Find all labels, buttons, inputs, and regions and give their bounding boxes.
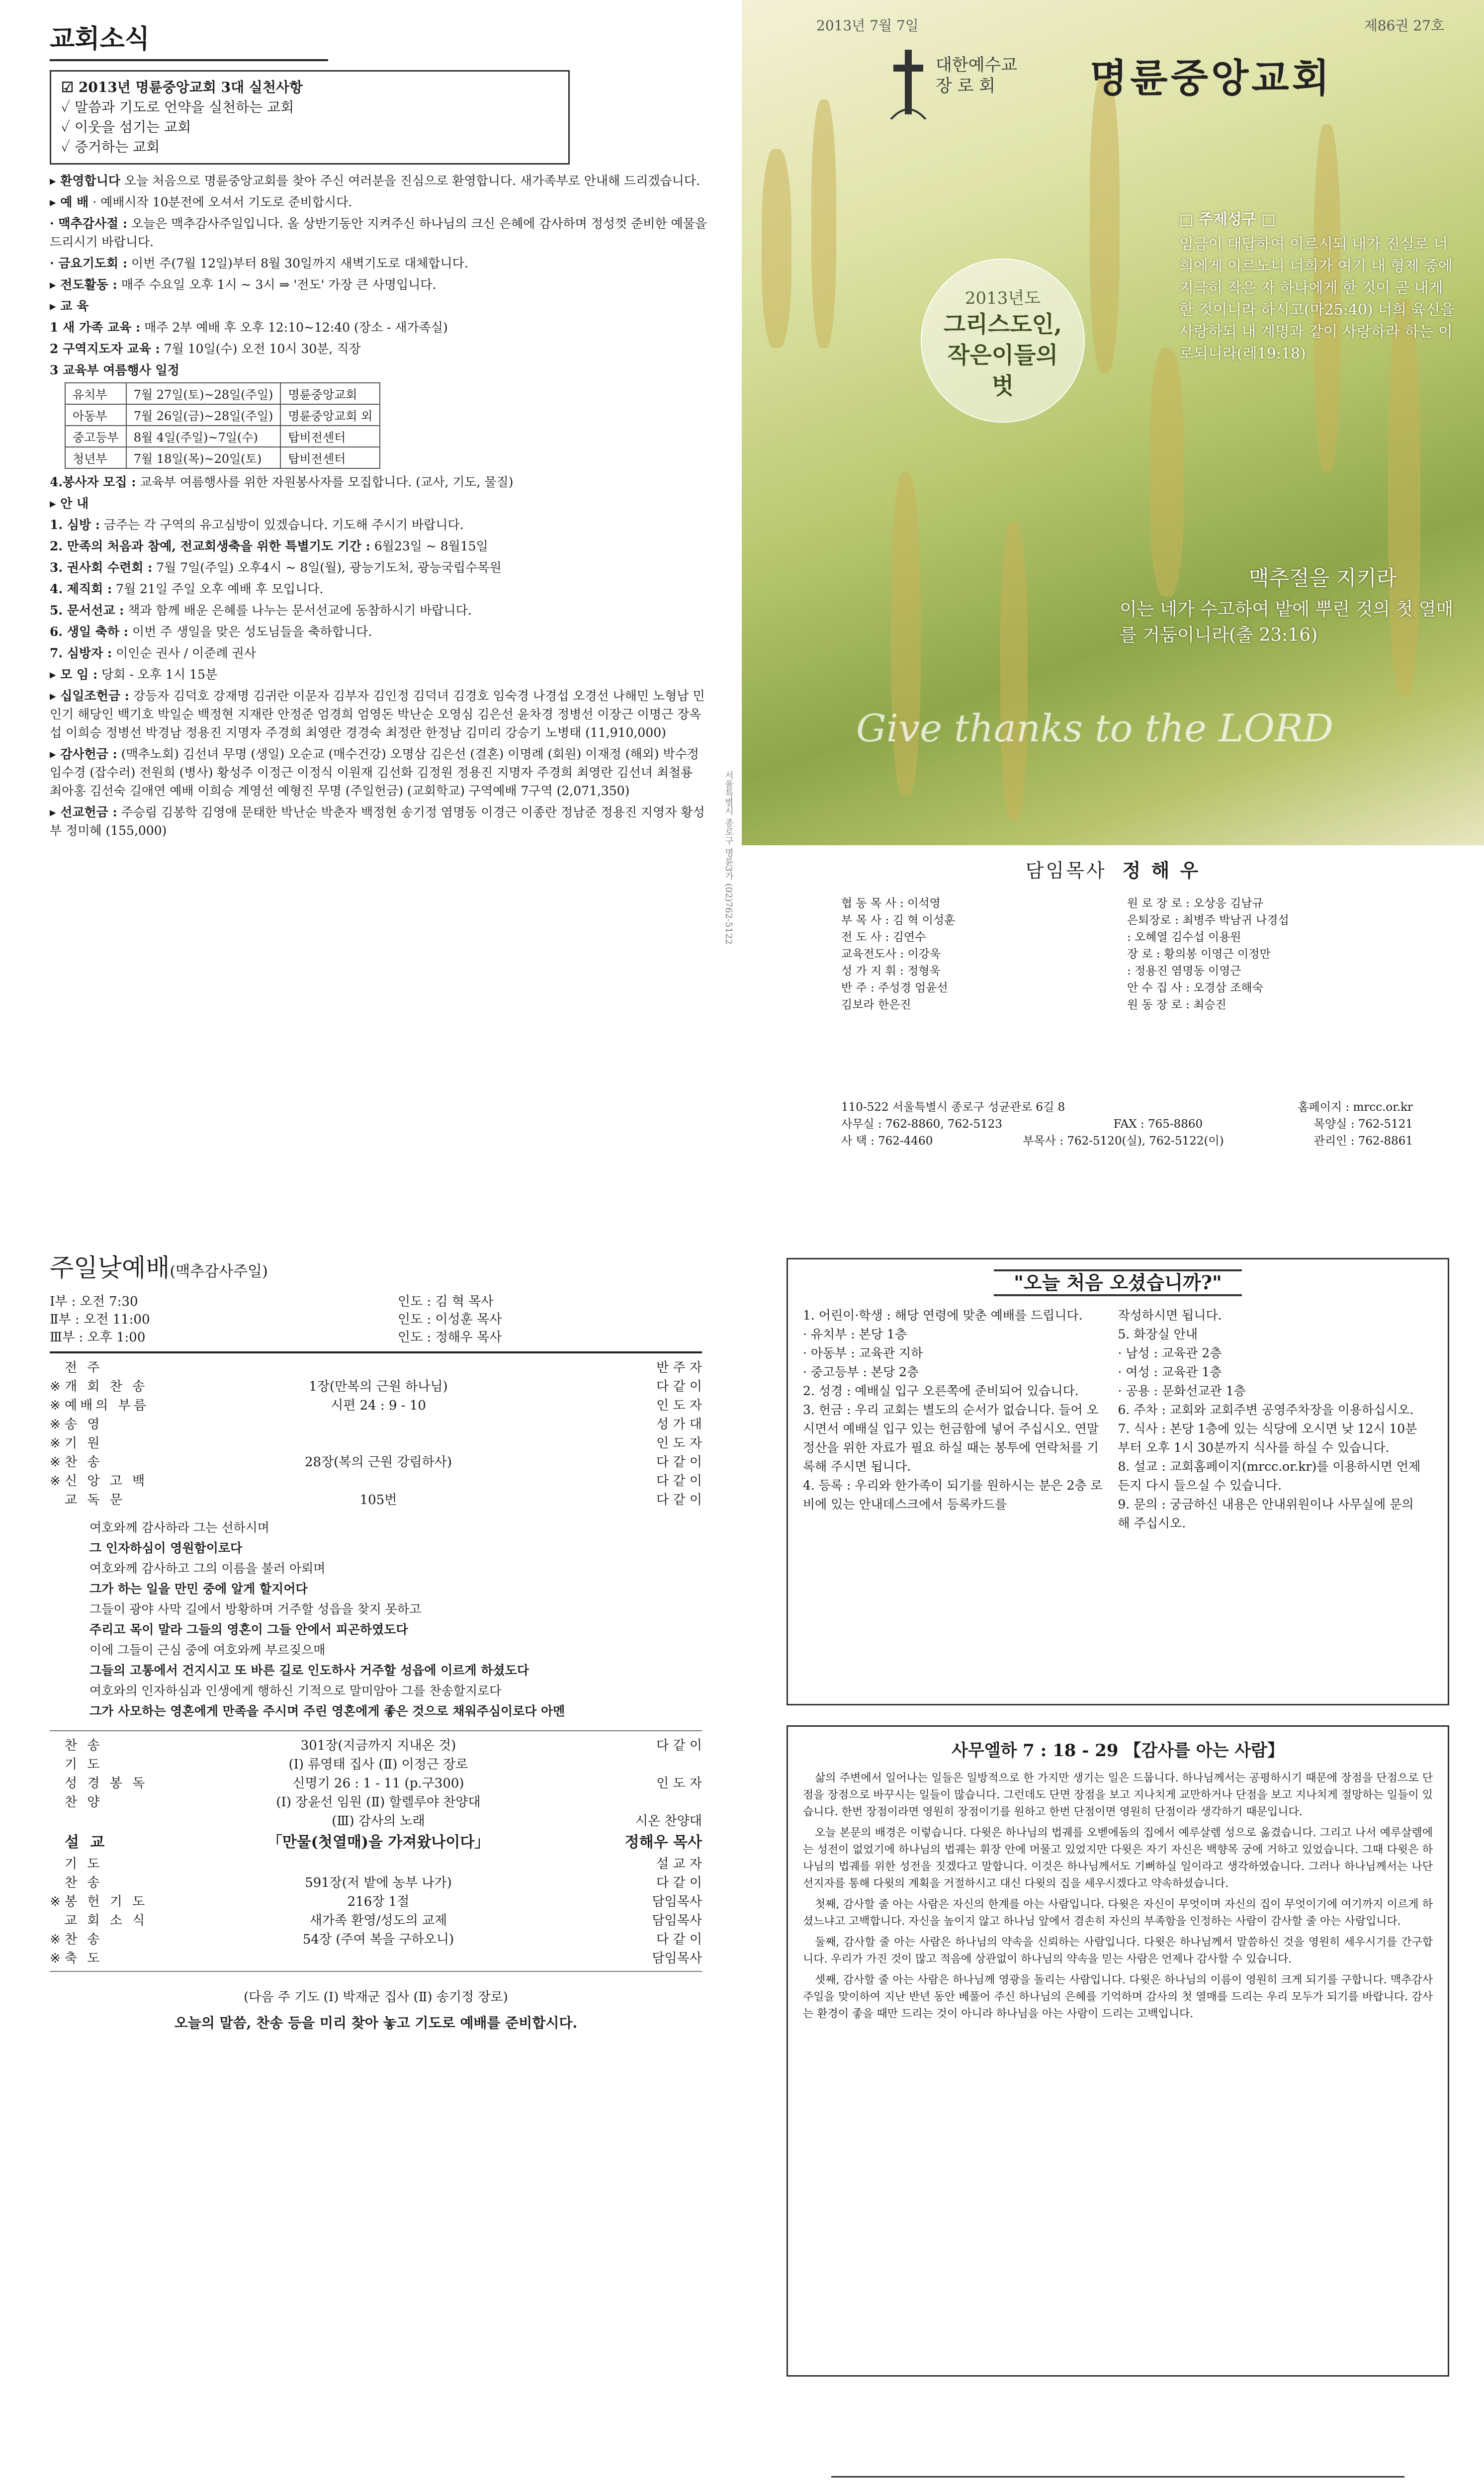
- order-row: [50, 1490, 702, 1509]
- denom-line: 장 로 회: [936, 76, 996, 96]
- news-item-label: ▸ 환영합니다: [50, 174, 121, 188]
- service-time: Ⅱ부 : 오전 11:00: [50, 1312, 150, 1327]
- order-row: [50, 1754, 702, 1773]
- theme-line: 작은이들의: [947, 342, 1058, 368]
- order-content: 새가족 환영/성도의 교제: [309, 1913, 447, 1928]
- order-name: 찬 송: [65, 1455, 103, 1470]
- sermon-title: 사무엘하 7 : 18 - 29 【감사를 아는 사람】: [952, 1741, 1284, 1761]
- order-row: [50, 1891, 702, 1910]
- welcome-box: [786, 1258, 1449, 1705]
- pastor-label: 담임목사: [1025, 860, 1107, 882]
- news-item: [50, 340, 707, 358]
- litany-line: 그가 하는 일을 만민 중에 알게 할지어다: [89, 1582, 308, 1596]
- litany-line: 주리고 목이 말라 그들의 영혼이 그들 안에서 피곤하였도다: [89, 1622, 408, 1637]
- table-cell: 7월 26일(금)~28일(주일): [126, 404, 281, 426]
- manager-phone: 관리인 : 762-8861: [1313, 1135, 1413, 1148]
- service-time: Ⅲ부 : 오후 1:00: [50, 1330, 146, 1345]
- homepage: 홈페이지 : mrcc.or.kr: [1298, 1101, 1413, 1114]
- staff-entry: 교육전도사 : 이강욱: [841, 948, 941, 961]
- order-mark: ※: [50, 1417, 61, 1432]
- order-content: 시편 24 : 9 - 10: [331, 1398, 426, 1413]
- news-item: [50, 644, 707, 662]
- study-phone: 목양실 : 762-5121: [1313, 1118, 1413, 1131]
- order-name: 기 도: [65, 1857, 103, 1871]
- staff-entry: 성 가 지 휘 : 정형욱: [841, 965, 941, 977]
- service-leader: 인도 : 김 혁 목사: [398, 1294, 494, 1309]
- news-item-label: 6. 생일 축하 :: [50, 624, 129, 639]
- order-leader: 담임목사: [652, 1894, 702, 1909]
- order-leader: 다 같 이: [656, 1493, 702, 1508]
- news-item-text: 이번 주(7월 12일)부터 8월 30일까지 새벽기도로 대체합니다.: [131, 256, 468, 270]
- order-leader: 성 가 대: [656, 1417, 702, 1432]
- news-item-text: 오늘 처음으로 명륜중앙교회를 찾아 주신 여러분을 진심으로 환영합니다. 새가족부로 안내해 드리겠습니다.: [124, 174, 700, 188]
- order-row: [50, 1414, 702, 1433]
- news-item: [50, 473, 707, 491]
- news-item: [50, 580, 707, 598]
- news-item-label: 2. 만족의 처음과 참예, 전교회생축을 위한 특별기도 기간 :: [50, 539, 370, 553]
- news-item-text: 6월23일 ~ 8월15일: [374, 539, 488, 553]
- welcome-item: · 공용 : 문화선교관 1층: [1118, 1384, 1246, 1398]
- welcome-item: · 중고등부 : 본당 2층: [803, 1365, 919, 1379]
- news-item: [50, 745, 707, 800]
- sermon-paragraph: 삶의 주변에서 일어나는 일들은 일방적으로 한 가지만 생기는 일은 드뭅니다. 하나님께서는 공평하시기 때문에 장점을 단점으로 단점을 장점으로 바꾸시는 일들이 많습니다. 그런데도 단면 장점을 보고 지나치게 교만하거나 단점을 보고 지나치게 절망하는 일들이 있습니다. 한번 장점이라면 영원히 장점이기를 원하고 한번 단점이면 영원히 단점이라 생각하기 때문입니다.: [803, 1772, 1433, 1818]
- news-item-text: 7월 7일(주일) 오후4시 ~ 8일(월), 광능기도처, 광능국립수목원: [156, 560, 502, 575]
- order-name: 찬 송: [65, 1932, 103, 1947]
- order-leader: 시온 찬양대: [635, 1814, 702, 1829]
- news-item: [50, 254, 707, 272]
- order-content: 301장(지금까지 지내온 것): [300, 1738, 456, 1753]
- news-title: 교회소식: [50, 18, 328, 61]
- welcome-item: 6. 주차 : 교회와 교회주변 공영주차장을 이용하십시오.: [1118, 1403, 1414, 1417]
- table-cell: 중고등부: [65, 426, 126, 447]
- staff-entry: 장 로 : 황의봉 이영근 이정만: [1127, 948, 1271, 961]
- news-item-label: ▸ 전도활동 :: [50, 277, 117, 292]
- summer-camp-table: [65, 382, 380, 469]
- staff-entry: 원 동 장 로 : 최승진: [1127, 998, 1226, 1011]
- order-name: 개 회 찬 송: [65, 1379, 148, 1394]
- staff-entry: 전 도 사 : 김연수: [841, 931, 926, 944]
- order-row: [50, 1872, 702, 1891]
- welcome-panel: [742, 1228, 1484, 2436]
- staff-entry: 김보라 한은진: [841, 998, 911, 1011]
- news-item: [50, 361, 707, 379]
- table-cell: 청년부: [65, 447, 126, 468]
- service-time-row: [50, 1311, 702, 1329]
- news-item-label: 4.봉사자 모집 :: [50, 475, 136, 489]
- office-phone: 사무실 : 762-8860, 762-5123: [841, 1118, 1003, 1131]
- news-item-text: 당회 - 오후 1시 15분: [101, 667, 218, 682]
- table-cell: 아동부: [65, 404, 126, 426]
- news-item: [50, 558, 707, 577]
- divider: [50, 1971, 702, 1972]
- news-item-label: ▸ 감사헌금 :: [50, 747, 117, 761]
- welcome-item: 2. 성경 : 예배실 입구 오른쪽에 준비되어 있습니다.: [803, 1384, 1079, 1398]
- news-item: [50, 622, 707, 641]
- welcome-columns: [803, 1306, 1433, 1533]
- theme-verse-text: 임금이 대답하여 이르시되 내가 진실로 너희에게 이르노니 너희가 여기 내 형제 중에 지극히 작은 자 하나에게 한 것이 곧 내게 한 것이니라 하시고(마25:40) 너희 육신을 사랑하되 내 계명과 같이 사랑하라 하는 이로되니라(레19:18): [1179, 236, 1455, 362]
- divider: [50, 1351, 702, 1353]
- news-item: [50, 687, 707, 742]
- news-item: [50, 516, 707, 534]
- news-item: [50, 318, 707, 337]
- order-leader: 반 주 자: [656, 1360, 702, 1375]
- staff-list: [841, 895, 1413, 1013]
- motto-item: ✓ 증거하는 교회: [61, 139, 160, 155]
- cross-logo-icon: [886, 45, 931, 119]
- year-theme-circle: [921, 259, 1085, 423]
- welcome-title: [803, 1269, 1433, 1296]
- service-leader: 인도 : 정해우 목사: [398, 1330, 502, 1345]
- table-cell: 명륜중앙교회: [280, 383, 380, 404]
- calendar-title: [831, 2476, 1404, 2486]
- house-phone: 사 택 : 762-4460: [841, 1135, 933, 1148]
- order-row: [50, 1811, 702, 1830]
- order-name: 설 교: [65, 1834, 108, 1851]
- welcome-item: 4. 등록 : 우리와 한가족이 되기를 원하시는 분은 2층 로비에 있는 안내데스크에서 등록카드를: [803, 1478, 1103, 1511]
- news-item-text: 교육부 여름행사를 위한 자원봉사자를 모집합니다. (교사, 기도, 물질): [140, 475, 514, 489]
- cover-denomination: [936, 55, 1017, 96]
- news-item-text: · 예배시작 10분전에 오셔서 기도로 준비합시다.: [92, 195, 352, 209]
- news-item-text: 오늘은 맥추감사주일입니다. 올 상반기동안 지켜주신 하나님의 크신 은혜에 감사하며 정성껏 준비한 예물을 드리시기 바랍니다.: [50, 216, 707, 249]
- order-leader: 다 같 이: [656, 1379, 702, 1394]
- news-item: [50, 537, 707, 555]
- order-name: 찬 양: [65, 1795, 103, 1810]
- motto-item: ✓ 말씀과 기도로 언약을 실천하는 교회: [61, 99, 294, 115]
- order-row: [50, 1357, 702, 1376]
- service-time-row: [50, 1293, 702, 1311]
- service-title-text: 주일낮예배: [50, 1253, 170, 1282]
- order-mark: ※: [50, 1379, 61, 1394]
- news-item: [50, 214, 707, 251]
- welcome-title-text: "오늘 처음 오셨습니까?": [994, 1269, 1242, 1296]
- news-item-text: 7월 10일(수) 오전 10시 30분, 직장: [164, 342, 361, 356]
- evening-service-panel: [0, 2436, 742, 2486]
- order-leader: 다 같 이: [656, 1875, 702, 1890]
- order-name: 성 경 봉 독: [65, 1776, 148, 1791]
- order-content: 54장 (주여 복을 구하오니): [302, 1932, 454, 1947]
- staff-row: [841, 979, 1413, 996]
- associate-phone: 부목사 : 762-5120(실), 762-5122(이): [1023, 1135, 1224, 1148]
- news-item-text: 7월 21일 주일 오후 예배 후 모입니다.: [116, 582, 324, 596]
- motto-item: ✓ 이웃을 섬기는 교회: [61, 119, 191, 135]
- order-name: 기 도: [65, 1757, 103, 1772]
- church-address: 110-522 서울특별시 종로구 성균관로 6길 8: [841, 1101, 1065, 1114]
- staff-entry: 협 동 목 사 : 이석영: [841, 897, 941, 910]
- side-address-mark: 서울특별시 종로구 명륜3가 (02)762-5122: [723, 771, 734, 945]
- order-leader: 다 같 이: [656, 1474, 702, 1489]
- table-row: [65, 426, 380, 447]
- order-row: [50, 1948, 702, 1967]
- order-content: 1장(만복의 근원 하나님): [309, 1379, 448, 1394]
- welcome-left-column: [803, 1306, 1118, 1533]
- order-content: 105번: [359, 1493, 397, 1508]
- news-item-label: · 맥추감사절 :: [50, 216, 128, 231]
- welcome-item: 3. 헌금 : 우리 교회는 별도의 순서가 없습니다. 들어 오시면서 예배실 입구 있는 헌금함에 넣어 주십시오. 연말정산을 위한 자료가 필요 하실 때는 봉투에 연락처를 기록해 주시면 됩니다.: [803, 1403, 1099, 1474]
- table-cell: 유치부: [65, 383, 126, 404]
- order-leader: 담임목사: [652, 1951, 702, 1966]
- staff-row: [841, 929, 1413, 946]
- news-item: [50, 494, 707, 513]
- litany-line: 이에 그들이 근심 중에 여호와께 부르짖으매: [89, 1643, 326, 1657]
- staff-row: [841, 946, 1413, 963]
- news-item-text: (맥추노회) 김선녀 무명 (생일) 오순교 (매수건강) 오명삼 김은선 (결혼) 이명례 (회원) 이재정 (해외) 박수정 임수경 (잡수러) 전원희 (병사) 황성주 이정근 이정식 이원재 김선화 김정원 정용진 지명자 주경희 최영란 김선녀 최철룡 최아홍 김선숙 길애연 예배 이희승 계영선 예형진 무명 (주일헌금) (교회학교) 구역예배 7구역 (2,071,350): [50, 747, 699, 798]
- order-leader: 다 같 이: [656, 1738, 702, 1753]
- order-mark: ※: [50, 1436, 61, 1451]
- order-row: [50, 1395, 702, 1414]
- news-item-label: ▸ 모 임 :: [50, 667, 98, 682]
- order-name: 찬 송: [65, 1875, 103, 1890]
- keep-feast-verse: 이는 네가 수고하여 밭에 뿌린 것의 첫 열매를 거둠이니라(출 23:16): [1120, 599, 1454, 645]
- service-time: Ⅰ부 : 오전 7:30: [50, 1294, 138, 1309]
- litany-line: 그들의 고통에서 건지시고 또 바른 길로 인도하사 거주할 성읍에 이르게 하셨도다: [89, 1663, 529, 1678]
- order-mark: ※: [50, 1894, 61, 1909]
- order-row: [50, 1773, 702, 1792]
- sermon-body: [803, 1770, 1433, 2023]
- order-leader: 인 도 자: [656, 1398, 702, 1413]
- order-row: [50, 1792, 702, 1811]
- theme-year: 2013년도: [964, 288, 1041, 308]
- news-list: [50, 172, 707, 379]
- order-mark: ※: [50, 1398, 61, 1413]
- staff-entry: 은퇴장로 : 최병주 박남귀 나경섭: [1127, 914, 1289, 927]
- news-item: [50, 665, 707, 684]
- table-cell: 탑비전센터: [280, 426, 380, 447]
- news-item-label: ▸ 예 배: [50, 195, 89, 209]
- litany-line: 여호와께 감사하라 그는 선하시며: [89, 1520, 269, 1535]
- order-name: 축 도: [65, 1951, 103, 1966]
- order-mark: ※: [50, 1951, 61, 1966]
- news-item: [50, 297, 707, 315]
- next-week-prayer: (다음 주 기도 (Ⅰ) 박재군 집사 (Ⅱ) 송기정 장로): [244, 1990, 508, 2005]
- order-leader: 인 도 자: [656, 1436, 702, 1451]
- service-time-row: [50, 1329, 702, 1346]
- fax: FAX : 765-8860: [1113, 1118, 1203, 1131]
- news-item: [50, 601, 707, 620]
- church-news-panel: [0, 0, 742, 1228]
- news-item-text: 매주 2부 예배 후 오후 12:10~12:40 (장소 - 새가족실): [144, 320, 448, 335]
- order-name: 예배의 부름: [65, 1398, 149, 1413]
- news-item: [50, 193, 707, 211]
- order-name: 송 영: [65, 1417, 103, 1432]
- order-mark: ※: [50, 1474, 61, 1489]
- order-content: 216장 1절: [347, 1894, 410, 1909]
- news-item-label: ▸ 안 내: [50, 496, 89, 511]
- theme-line: 그리스도인,: [943, 311, 1062, 338]
- news-item-label: 5. 문서선교 :: [50, 603, 124, 618]
- news-item-label: · 금요기도회 :: [50, 256, 128, 270]
- news-item-label: 3 교육부 여름행사 일정: [50, 363, 179, 377]
- staff-row: [841, 895, 1413, 912]
- prepare-note: 오늘의 말씀, 찬송 등을 미리 찾아 놓고 기도로 예배를 준비합시다.: [174, 2015, 578, 2031]
- welcome-item: · 남성 : 교육관 2층: [1118, 1346, 1222, 1360]
- news-item-label: 3. 권사회 수련회 :: [50, 560, 153, 575]
- order-row: [50, 1735, 702, 1754]
- table-row: [65, 404, 380, 426]
- litany-line: 그가 사모하는 영혼에게 만족을 주시며 주린 영혼에게 좋은 것으로 채워주심이로다 아멘: [89, 1704, 565, 1718]
- news-item-text: 주승림 김봉학 김영애 문태한 박난순 박춘자 백정현 송기정 염명동 이경근 이종란 정남준 정용진 지영자 황성부 정미혜 (155,000): [50, 805, 705, 838]
- order-leader: 다 같 이: [656, 1455, 702, 1470]
- theme-verse-box: [1179, 209, 1458, 365]
- staff-entry: 반 주 : 주성경 엄윤선: [841, 981, 948, 994]
- motto-head: ☑ 2013년 명륜중앙교회 3대 실천사항: [61, 79, 303, 95]
- litany-line: 여호와의 인자하심과 인생에게 행하신 기적으로 말미암아 그를 찬송할지로다: [89, 1684, 502, 1698]
- staff-entry: 부 목 사 : 김 혁 이성훈: [841, 914, 956, 927]
- news-item-label: ▸ 선교헌금 :: [50, 805, 117, 819]
- order-name: 전 주: [65, 1360, 103, 1375]
- order-leader: 담임목사: [652, 1913, 702, 1928]
- order-name: 신 앙 고 백: [65, 1474, 148, 1489]
- order-content: 28장(복의 근원 강림하사): [305, 1455, 452, 1470]
- table-cell: 명륜중앙교회 외: [280, 404, 380, 426]
- order-content: 신명기 26 : 1 - 11 (p.구300): [292, 1776, 464, 1791]
- order-row: [50, 1830, 702, 1854]
- order-content: 「만물(첫열매)을 가져왔나이다」: [267, 1834, 490, 1851]
- welcome-item: · 아동부 : 교육관 지하: [803, 1346, 923, 1360]
- order-content: (Ⅲ) 감사의 노래: [332, 1814, 425, 1829]
- denom-line: 대한예수교: [936, 55, 1018, 75]
- order-content: (Ⅰ) 장윤선 임원 (Ⅱ) 할렐루야 찬양대: [276, 1795, 481, 1810]
- welcome-item: 5. 화장실 안내: [1118, 1327, 1198, 1341]
- sermon-paragraph: 둘째, 감사할 줄 아는 사람은 하나님의 약속을 신뢰하는 사람입니다. 다윗은 하나님께서 말씀하신 것을 영원히 세우시기를 간구합니다. 우리가 가진 것이 많고 적음에 상관없이 하나님의 약속을 믿는 사람은 언제나 감사할 수 있습니다.: [803, 1936, 1433, 1965]
- order-content: (Ⅰ) 류영태 집사 (Ⅱ) 이정근 장로: [288, 1757, 468, 1772]
- pastor-name: 정 해 우: [1122, 859, 1201, 882]
- news-item-text: 책과 함께 배운 은혜를 나누는 문서선교에 동참하시기 바랍니다.: [128, 603, 472, 618]
- order-of-worship: [50, 1357, 702, 1509]
- give-thanks-watermark: Give thanks to the LORD: [856, 706, 1334, 750]
- order-name: 교 독 문: [65, 1493, 125, 1508]
- order-row: [50, 1854, 702, 1872]
- welcome-item: 1. 어린이·학생 : 해당 연령에 맞춘 예배를 드립니다.: [803, 1308, 1083, 1323]
- order-row: [50, 1929, 702, 1948]
- keep-feast-heading: 맥추절을 지키라: [1249, 566, 1397, 590]
- order-leader: 정해우 목사: [624, 1834, 702, 1851]
- service-title: [50, 1248, 702, 1284]
- litany-line: 그 인자하심이 영원함이로다: [89, 1541, 243, 1555]
- news-item-text: 이인순 권사 / 이준례 권사: [116, 646, 256, 660]
- welcome-item: · 여성 : 교육관 1층: [1118, 1365, 1222, 1379]
- cover-date: 2013년 7월 7일: [816, 17, 919, 34]
- main-service-panel: [0, 1228, 742, 2436]
- order-row: [50, 1910, 702, 1929]
- order-content: 591장(저 밭에 농부 나가): [305, 1875, 452, 1890]
- order-leader: 인 도 자: [656, 1776, 702, 1791]
- service-times: [50, 1293, 702, 1346]
- news-item-label: 1 새 가족 교육 :: [50, 320, 141, 335]
- table-row: [65, 447, 380, 468]
- news-item-label: 7. 심방자 :: [50, 646, 112, 660]
- order-name: 찬 송: [65, 1738, 103, 1753]
- news-item: [50, 275, 707, 294]
- news-item: [50, 172, 707, 190]
- schedule-panel: [742, 2436, 1484, 2486]
- news-list-2: [50, 473, 707, 840]
- news-item-label: 4. 제직회 :: [50, 582, 112, 596]
- welcome-item: · 유치부 : 본당 1층: [803, 1327, 907, 1341]
- order-row: [50, 1376, 702, 1395]
- church-name: 명륜중앙교회: [1090, 56, 1333, 101]
- table-cell: 7월 27일(토)~28일(주일): [126, 383, 281, 404]
- news-item-text: 금주는 각 구역의 유고심방이 있겠습니다. 기도해 주시기 바랍니다.: [104, 518, 464, 532]
- order-of-worship-2: [50, 1735, 702, 1967]
- news-item-label: ▸ 교 육: [50, 299, 89, 313]
- contact-info: [841, 1099, 1413, 1150]
- theme-verse-label: □ 주제성구 □: [1179, 211, 1276, 228]
- welcome-item: 9. 문의 : 궁금하신 내용은 안내위원이나 사무실에 문의해 주십시오.: [1118, 1497, 1414, 1530]
- responsive-reading: [89, 1517, 702, 1721]
- staff-row: [841, 996, 1413, 1013]
- service-leader: 인도 : 이성훈 목사: [398, 1312, 502, 1327]
- cover-panel: [742, 0, 1484, 1228]
- staff-row: [841, 912, 1413, 929]
- staff-entry: : 정용진 염명동 이영근: [1127, 965, 1241, 977]
- order-name: 봉 헌 기 도: [65, 1894, 148, 1909]
- order-mark: ※: [50, 1932, 61, 1947]
- motto-box: [50, 70, 570, 165]
- order-leader: 다 같 이: [656, 1932, 702, 1947]
- evening-title: [50, 2481, 697, 2486]
- sermon-paragraph: 첫째, 감사할 줄 아는 사람은 자신의 한계를 아는 사람입니다. 다윗은 자신이 무엇이며 자신의 집이 무엇이기에 여기까지 이르게 하셨느냐고 고백합니다. 자신을 높이지 않고 하나님 앞에서 겸손히 자신의 부족함을 인정하는 사람이 감사할 줄 아는 사람입니다.: [803, 1898, 1433, 1928]
- staff-entry: 안 수 집 사 : 오경삼 조해숙: [1127, 981, 1263, 994]
- staff-row: [841, 963, 1413, 979]
- staff-entry: : 오혜열 김수섭 이용원: [1127, 931, 1241, 944]
- welcome-item: 8. 설교 : 교회홈페이지(mrcc.or.kr)를 이용하시면 언제든지 다시 들으실 수 있습니다.: [1118, 1459, 1421, 1493]
- litany-line: 그들이 광야 사막 길에서 방황하며 거주할 성읍을 찾지 못하고: [89, 1602, 422, 1616]
- news-item-label: 1. 심방 :: [50, 518, 100, 532]
- sermon-summary-box: [786, 1725, 1449, 2377]
- welcome-right-column: [1118, 1306, 1433, 1533]
- order-mark: ※: [50, 1455, 61, 1470]
- welcome-item: 7. 식사 : 본당 1층에 있는 식당에 오시면 낮 12시 10분부터 오후 1시 30분까지 식사를 하실 수 있습니다.: [1118, 1421, 1417, 1455]
- news-item-text: 이번 주 생일을 맞은 성도님들을 축하합니다.: [132, 624, 372, 639]
- litany-line: 여호와께 감사하고 그의 이름을 불러 아뢰며: [89, 1561, 326, 1576]
- table-row: [65, 383, 380, 404]
- senior-pastor: [742, 855, 1484, 883]
- news-item-text: 강등자 김덕호 강재명 김귀란 이문자 김부자 김인정 김덕녀 김경호 임숙경 나경섭 오경선 나해민 노형남 민인기 해당인 백기호 박일순 백정현 지재란 안정준 엄경희 엄영돈 박난순 오영심 김은선 윤차경 정병선 이장근 이명근 장옥섭 이희승 정병선 박경남 정용진 지명자 주경희 최영란 경경숙 최정란 한정남 김미리 강승기 노병태 (11,910,000): [50, 689, 705, 740]
- order-row: [50, 1471, 702, 1490]
- news-item-label: ▸ 십일조헌금 :: [50, 689, 129, 703]
- table-cell: 8월 4일(주일)~7일(수): [126, 426, 281, 447]
- news-item: [50, 803, 707, 840]
- order-leader: 설 교 자: [656, 1857, 702, 1871]
- service-subtitle: (맥추감사주일): [170, 1263, 268, 1280]
- order-row: [50, 1452, 702, 1471]
- news-item-label: 2 구역지도자 교육 :: [50, 342, 160, 356]
- news-item-text: 매주 수요일 오후 1시 ~ 3시 ⇒ '전도' 가장 큰 사명입니다.: [121, 277, 436, 292]
- cover-issue: 제86권 27호: [1364, 17, 1444, 34]
- order-row: [50, 1433, 702, 1452]
- order-name: 교 회 소 식: [65, 1913, 148, 1928]
- welcome-item: 작성하시면 됩니다.: [1118, 1308, 1222, 1323]
- theme-line: 벗: [991, 372, 1014, 399]
- table-cell: 탑비전센터: [280, 447, 380, 468]
- table-cell: 7월 18일(목)~20일(토): [126, 447, 281, 468]
- sermon-paragraph: 오늘 본문의 배경은 이렇습니다. 다윗은 하나님의 법궤를 오벧에돔의 집에서 예루살렘 성으로 옮겼습니다. 그리고 나서 예루살렘에는 성전이 없었기에 하나님의 법궤는 휘장 안에 머물고 있었지만 다윗은 자기 자신은 백향목 궁에 거하고 있었습니다. 그때 다윗은 하나님의 법궤를 위한 성전을 짓겠다고 말합니다. 이것은 하나님께서도 기뻐하실 일이라고 생각하였습니다. 그러나 하나님께서는 나단 선지자를 통해 다윗의 계획을 거절하시고 대신 다윗의 집을 세우시겠다고 약속하셨습니다.: [803, 1827, 1433, 1890]
- order-name: 기 원: [65, 1436, 103, 1451]
- staff-entry: 원 로 장 로 : 오상응 김남규: [1127, 897, 1263, 910]
- divider: [50, 1730, 702, 1731]
- sermon-paragraph: 셋째, 감사할 줄 아는 사람은 하나님께 영광을 돌리는 사람입니다. 다윗은 하나님의 이름이 영원히 크게 되기를 구합니다. 맥추감사주일을 맞이하여 지난 반년 동안 베풀어 주신 하나님의 은혜를 기억하며 감사의 첫 열매를 드리는 우리 모두가 되기를 바랍니다. 감사는 환경이 좋을 때만 드리는 것이 아니라 하나님을 아는 사람이 드리는 고백입니다.: [803, 1974, 1433, 2020]
